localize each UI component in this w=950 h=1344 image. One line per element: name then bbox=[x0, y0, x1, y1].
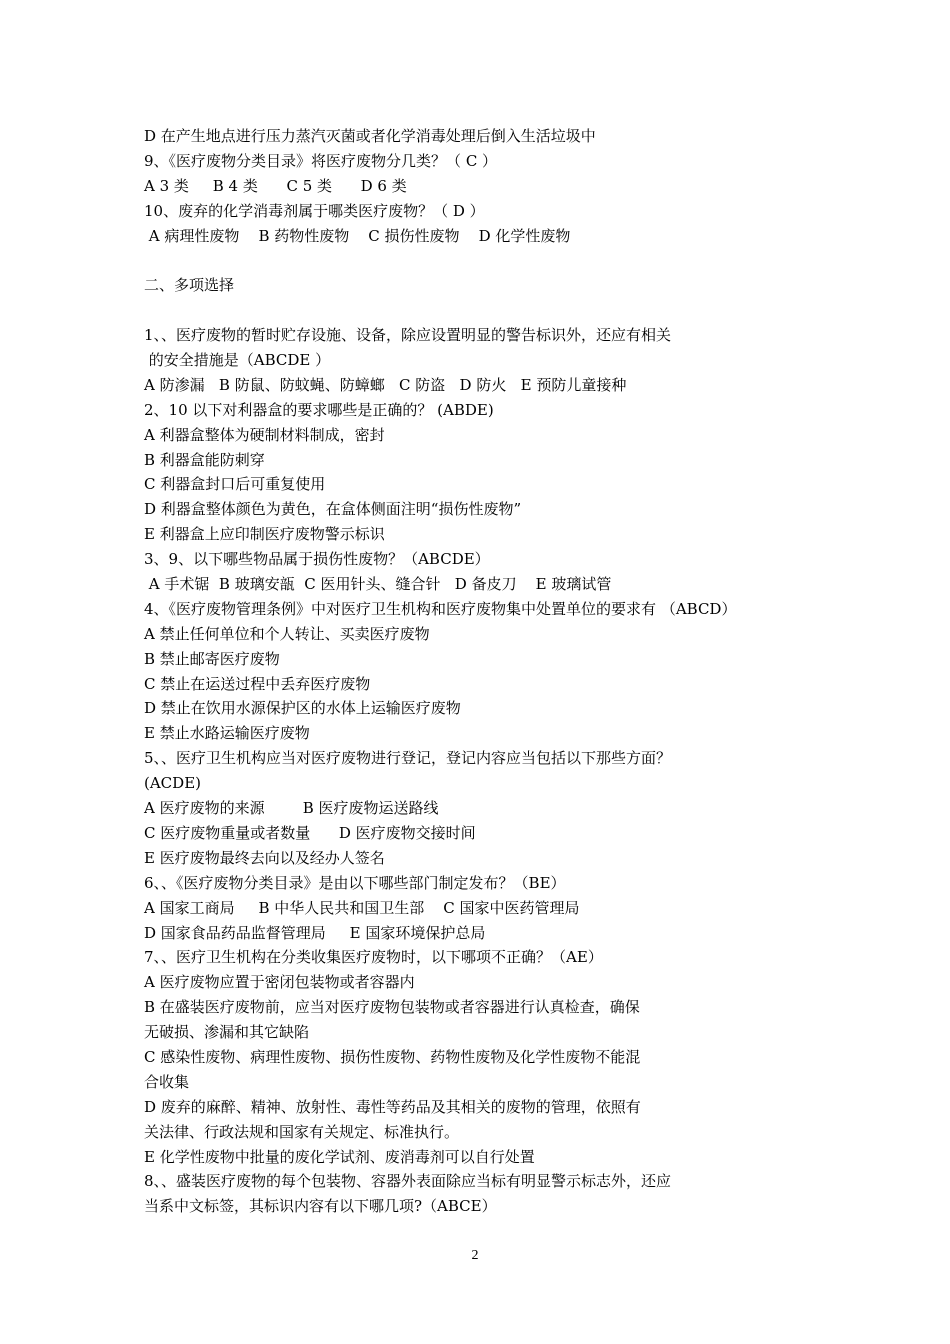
text-line: E 禁止水路运输医疗废物 bbox=[144, 724, 310, 743]
text-line: 2、10 以下对利器盒的要求哪些是正确的？ (ABDE) bbox=[144, 400, 494, 419]
blank-line bbox=[144, 298, 844, 323]
text-line: 3、9、以下哪些物品属于损伤性废物？（ABCDE） bbox=[144, 550, 490, 569]
text-line: (ACDE) bbox=[144, 774, 201, 793]
text-line: D 利器盒整体颜色为黄色，在盒体侧面注明“损伤性废物” bbox=[144, 500, 522, 519]
text-line: 当系中文标签，其标识内容有以下哪几项?（ABCE） bbox=[144, 1197, 497, 1216]
text-line: 10、废弃的化学消毒剂属于哪类医疗废物？（ D ） bbox=[144, 201, 485, 220]
text-line: B 利器盒能防刺穿 bbox=[144, 450, 265, 469]
blank-line bbox=[144, 248, 844, 273]
text-line: E 利器盒上应印制医疗废物警示标识 bbox=[144, 525, 385, 544]
text-line: A 医疗废物的来源 B 医疗废物运送路线 bbox=[144, 799, 439, 818]
text-line: 5、、医疗卫生机构应当对医疗废物进行登记，登记内容应当包括以下那些方面？ bbox=[144, 749, 672, 768]
text-line: E 医疗废物最终去向以及经办人签名 bbox=[144, 848, 385, 867]
text-line: 8、、盛装医疗废物的每个包装物、容器外表面除应当标有明显警示标志外，还应 bbox=[144, 1172, 672, 1191]
text-line: 无破损、渗漏和其它缺陷 bbox=[144, 1023, 310, 1042]
text-line: D 禁止在饮用水源保护区的水体上运输医疗废物 bbox=[144, 699, 461, 718]
text-line: C 感染性废物、病理性废物、损伤性废物、药物性废物及化学性废物不能混 bbox=[144, 1047, 641, 1066]
text-line: 的安全措施是（ABCDE ） bbox=[144, 351, 331, 370]
page-number: 2 bbox=[471, 1248, 479, 1263]
text-line: A 手术锯 B 玻璃安瓿 C 医用针头、缝合针 D 备皮刀 E 玻璃试管 bbox=[144, 575, 612, 594]
text-line: 6、、《医疗废物分类目录》是由以下哪些部门制定发布？（BE） bbox=[144, 873, 566, 892]
text-line: 1、、医疗废物的暂时贮存设施、设备，除应设置明显的警告标识外，还应有相关 bbox=[144, 326, 672, 345]
text-line: D 国家食品药品监督管理局 E 国家环境保护总局 bbox=[144, 923, 486, 942]
text-line: A 医疗废物应置于密闭包装物或者容器内 bbox=[144, 973, 415, 992]
text-line: 4、《医疗废物管理条例》中对医疗卫生机构和医疗废物集中处置单位的要求有 （ABCD） bbox=[144, 599, 737, 618]
text-line: C 利器盒封口后可重复使用 bbox=[144, 475, 326, 494]
text-line: A 病理性废物 B 药物性废物 C 损伤性废物 D 化学性废物 bbox=[144, 226, 571, 245]
text-line: E 化学性废物中批量的废化学试剂、废消毒剂可以自行处置 bbox=[144, 1147, 535, 1166]
text-line: B 在盛装医疗废物前，应当对医疗废物包装物或者容器进行认真检查，确保 bbox=[144, 998, 640, 1017]
document-body bbox=[144, 124, 844, 1219]
text-line: A 禁止任何单位和个人转让、买卖医疗废物 bbox=[144, 624, 430, 643]
text-line: D 在产生地点进行压力蒸汽灭菌或者化学消毒处理后倒入生活垃圾中 bbox=[144, 127, 596, 145]
text-line: B 禁止邮寄医疗废物 bbox=[144, 649, 280, 668]
text-line: A 3 类 B 4 类 C 5 类 D 6 类 bbox=[144, 176, 407, 195]
text-line: A 防渗漏 B 防鼠、防蚊蝇、防蟑螂 C 防盗 D 防火 E 预防儿童接种 bbox=[144, 375, 627, 394]
text-line: D 废弃的麻醉、精神、放射性、毒性等药品及其相关的废物的管理，依照有 bbox=[144, 1097, 641, 1116]
text-line: 二、多项选择 bbox=[144, 276, 235, 295]
text-line: 关法律、行政法规和国家有关规定、标准执行。 bbox=[144, 1122, 460, 1141]
text-line: C 禁止在运送过程中丢弃医疗废物 bbox=[144, 674, 371, 693]
text-line: 9、《医疗废物分类目录》将医疗废物分几类？（ C ） bbox=[144, 151, 498, 170]
text-line: 7、、医疗卫生机构在分类收集医疗废物时，以下哪项不正确？（AE） bbox=[144, 948, 603, 967]
text-line: 合收集 bbox=[144, 1072, 190, 1091]
text-line: C 医疗废物重量或者数量 D 医疗废物交接时间 bbox=[144, 823, 476, 842]
text-line: A 国家工商局 B 中华人民共和国卫生部 C 国家中医药管理局 bbox=[144, 898, 580, 917]
text-line: A 利器盒整体为硬制材料制成，密封 bbox=[144, 425, 385, 444]
